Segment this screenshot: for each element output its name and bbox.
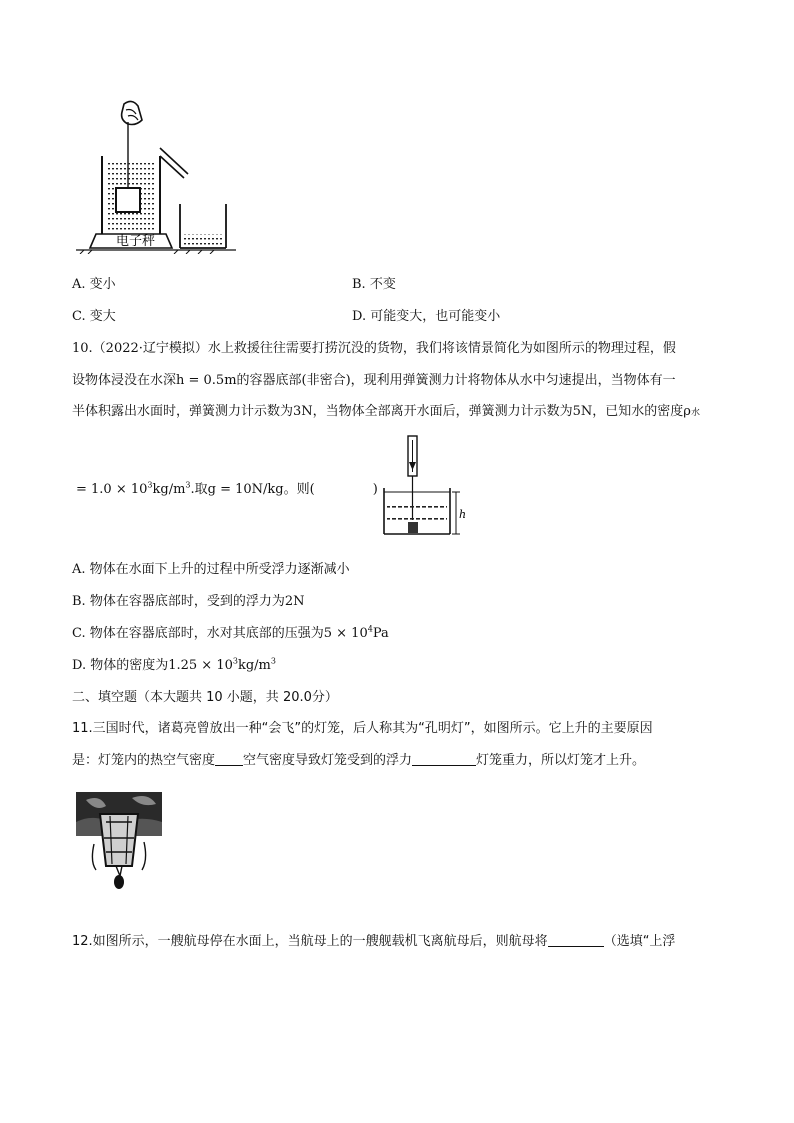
q11-line-2 — [72, 749, 645, 768]
q12-line-1 — [72, 930, 675, 949]
q12-line-1-b: （选填“上浮 — [603, 934, 676, 949]
q9-option-b: B. 不变 — [352, 277, 396, 292]
spring-scale-figure — [380, 434, 470, 540]
q10-rho-subscript: 水 — [690, 408, 700, 418]
q10-option-d-unit-exp: 3 — [270, 656, 276, 666]
q9-option-a: A. 变小 — [72, 277, 116, 292]
q10-line-2: 设物体浸没在水深h = 0.5m的容器底部(非密合)，现利用弹簧测力计将物体从水中匀速提出，当物体有一 — [72, 373, 676, 388]
q10-option-c — [72, 622, 389, 641]
q10-line-3-text: 半体积露出水面时，弹簧测力计示数为3N，当物体全部离开水面后，弹簧测力计示数为5N，已知水的密度ρ — [72, 404, 691, 419]
q11-line-2-b: 空气密度导致灯笼受到的浮力 — [243, 753, 413, 768]
q10-line-4 — [76, 478, 378, 497]
q9-option-c: C. 变大 — [72, 309, 116, 324]
section-title: 二、填空题（本大题共 10 小题，共 20.0分） — [72, 690, 338, 705]
q10-option-b: B. 物体在容器底部时，受到的浮力为2N — [72, 594, 305, 609]
q11-line-1: 11.三国时代，诸葛亮曾放出一种“会飞”的灯笼，后人称其为“孔明灯”，如图所示。它上升的主要原因 — [72, 721, 653, 736]
q10-answer-paren: ) — [372, 482, 378, 497]
q12-blank-1[interactable] — [548, 934, 604, 947]
q10-density-unit-exp: 3 — [185, 480, 191, 490]
q11-blank-2[interactable] — [412, 753, 476, 766]
q12-line-1-a: 12.如图所示，一艘航母停在水面上，当航母上的一艘舰载机飞离航母后，则航母将 — [72, 934, 548, 949]
q10-density-unit: kg/m — [152, 482, 186, 497]
q11-line-2-c: 灯笼重力，所以灯笼才上升。 — [476, 753, 646, 768]
q10-option-d-exp: 3 — [232, 656, 238, 666]
q10-option-c-exp: 4 — [367, 624, 373, 634]
q10-line-3 — [72, 400, 700, 419]
scale-experiment-figure — [76, 98, 236, 254]
q10-density-value: = 1.0 × 10 — [76, 482, 148, 497]
q10-option-d-unit: kg/m — [237, 658, 271, 673]
q10-option-c-text: C. 物体在容器底部时，水对其底部的压强为5 × 10 — [72, 626, 368, 641]
q10-option-d-text: D. 物体的密度为1.25 × 10 — [72, 658, 233, 673]
q11-blank-1[interactable] — [215, 753, 243, 766]
q10-g-value: .取g = 10N/kg。则( — [190, 482, 315, 497]
depth-h-label: h — [459, 508, 467, 521]
q9-option-d: D. 可能变大，也可能变小 — [352, 309, 501, 324]
q10-option-c-unit: Pa — [372, 626, 389, 641]
q10-line-1: 10.（2022·辽宁模拟）水上救援往往需要打捞沉没的货物，我们将该情景简化为如图所示的物理过程，假 — [72, 341, 676, 356]
q10-option-d — [72, 654, 276, 673]
scale-label: 电子秤 — [116, 234, 156, 249]
kongming-lantern-figure — [76, 792, 162, 892]
q10-option-a: A. 物体在水面下上升的过程中所受浮力逐渐减小 — [72, 562, 350, 577]
q11-line-2-a: 是：灯笼内的热空气密度 — [72, 753, 216, 768]
q10-density-exp: 3 — [147, 480, 153, 490]
